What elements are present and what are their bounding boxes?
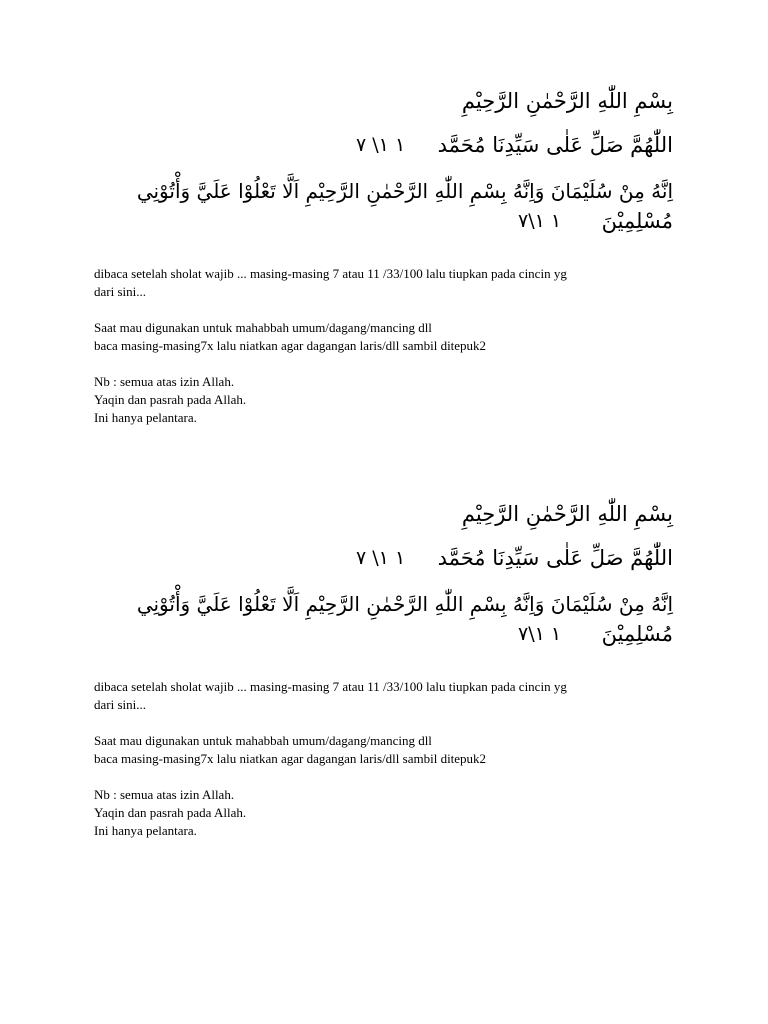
instruction-line-2: dari sini... [94,697,146,712]
instruction-line-1: dibaca setelah sholat wajib ... masing-masing 7 atau 11 /33/100 lalu tiupkan pada cincin yg [94,679,567,694]
shalawat-line: اللّٰهُمَّ صَلِّ عَلٰى سَيِّدِنَا مُحَمَّد [437,133,673,157]
verse-count: ١ ١\٧ [518,210,562,232]
instruction-line-2: dari sini... [94,284,146,299]
shalawat-count: ١ ١\ ٧ [356,134,406,156]
document-section-1 [0,0,768,425]
note-line-1: Nb : semua atas izin Allah. [94,787,235,802]
note-line-1: Nb : semua atas izin Allah. [94,374,235,389]
verse-line-2: مُسْلِمِيْنَ [601,622,673,646]
note-line-3: Ini hanya pelantara. [94,410,197,425]
usage-line-1: Saat mau digunakan untuk mahabbah umum/dagang/mancing dll [94,320,432,335]
usage-line-2: baca masing-masing7x lalu niatkan agar dagangan laris/dll sambil ditepuk2 [94,338,487,353]
usage-line-2: baca masing-masing7x lalu niatkan agar dagangan laris/dll sambil ditepuk2 [94,751,487,766]
verse-line-2: مُسْلِمِيْنَ [601,209,673,233]
bismillah-line: بِسْمِ اللّٰهِ الرَّحْمٰنِ الرَّحِيْمِ [461,502,673,526]
note-line-2: Yaqin dan pasrah pada Allah. [94,392,247,407]
verse-line-1: اِنَّهُ مِنْ سُلَيْمَانَ وَاِنَّهُ بِسْمِ اللّٰهِ الرَّحْمٰنِ الرَّحِيْمِ اَلَّا تَعْلُوْا عَلَيَّ وَأْتُوْنِي [136,592,673,616]
document-section-2 [0,413,768,838]
note-line-3: Ini hanya pelantara. [94,823,197,838]
verse-line-1: اِنَّهُ مِنْ سُلَيْمَانَ وَاِنَّهُ بِسْمِ اللّٰهِ الرَّحْمٰنِ الرَّحِيْمِ اَلَّا تَعْلُوْا عَلَيَّ وَأْتُوْنِي [136,179,673,203]
shalawat-line: اللّٰهُمَّ صَلِّ عَلٰى سَيِّدِنَا مُحَمَّد [437,546,673,570]
verse-count: ١ ١\٧ [518,623,562,645]
usage-line-1: Saat mau digunakan untuk mahabbah umum/dagang/mancing dll [94,733,432,748]
bismillah-line: بِسْمِ اللّٰهِ الرَّحْمٰنِ الرَّحِيْمِ [461,89,673,113]
instruction-line-1: dibaca setelah sholat wajib ... masing-masing 7 atau 11 /33/100 lalu tiupkan pada cincin yg [94,266,567,281]
note-line-2: Yaqin dan pasrah pada Allah. [94,805,247,820]
shalawat-count: ١ ١\ ٧ [356,547,406,569]
